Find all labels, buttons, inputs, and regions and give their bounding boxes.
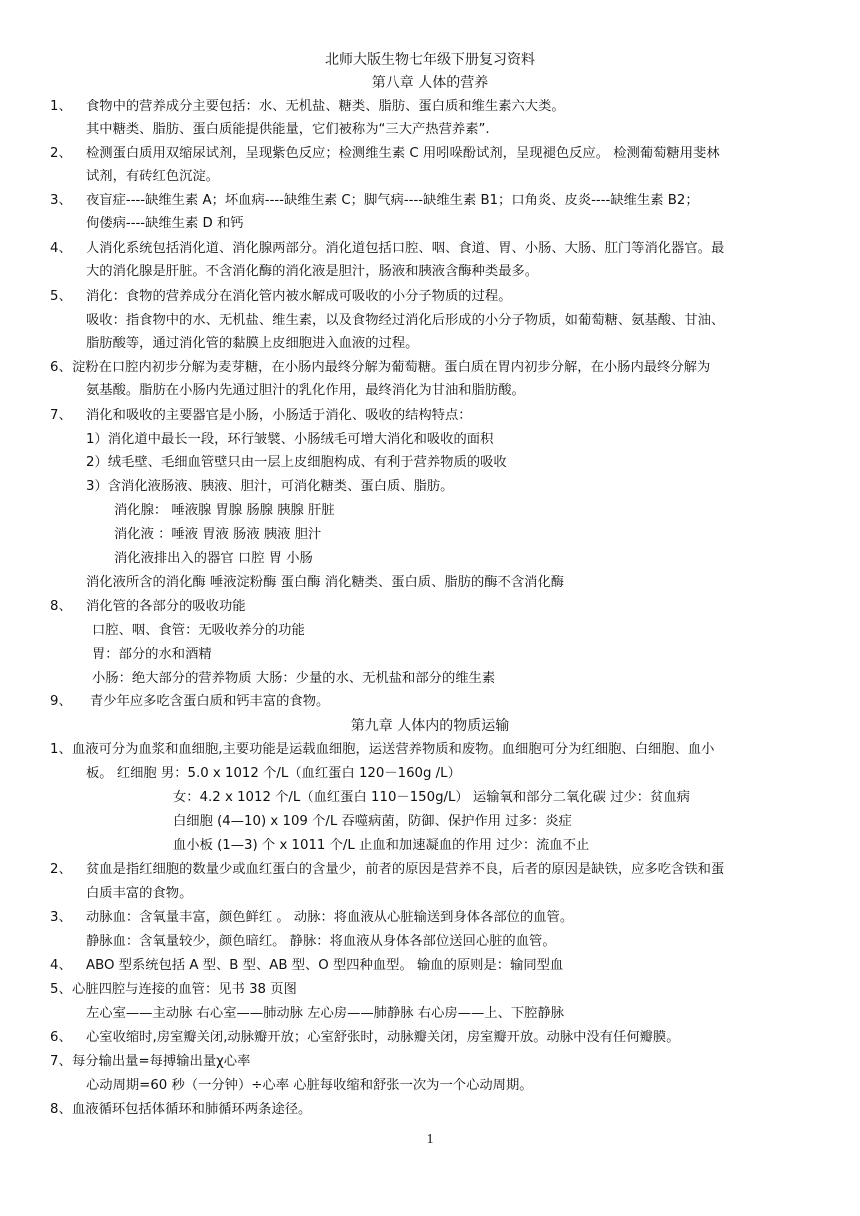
- text-line: 血小板 (1—3) 个 x 1011 个/L 止血和加速凝血的作用 过少：流血不止: [173, 838, 590, 853]
- text-line: 口腔、咽、食管：无吸收养分的功能: [92, 623, 305, 638]
- text-line: 试剂，有砖红色沉淀。: [86, 169, 219, 184]
- text-line: 青少年应多吃含蛋白质和钙丰富的食物。: [90, 694, 330, 709]
- text-line: 大的消化腺是肝脏。不含消化酶的消化液是胆汁，肠液和胰液含酶种类最多。: [86, 264, 539, 279]
- text-line: 佝偻病----缺维生素 D 和钙: [86, 216, 244, 231]
- text-line: 左心室——主动脉 右心室——肺动脉 左心房——肺静脉 右心房——上、下腔静脉: [86, 1006, 565, 1021]
- text-line: 其中糖类、脂肪、蛋白质能提供能量，它们被称为“三大产热营养素”.: [86, 122, 490, 137]
- text-line: 人消化系统包括消化道、消化腺两部分。消化道包括口腔、咽、食道、胃、小肠、大肠、肛门等消化器官。最: [86, 241, 725, 256]
- item-number: 2、: [50, 862, 72, 877]
- item-number: 6、: [50, 1030, 72, 1045]
- text-line: 2）绒毛壁、毛细血管壁只由一层上皮细胞构成、有利于营养物质的吸收: [86, 455, 507, 470]
- text-line: 静脉血：含氧量较少，颜色暗红。 静脉：将血液从身体各部位送回心脏的血管。: [86, 934, 556, 949]
- text-line: 消化液 ：唾液 胃液 肠液 胰液 胆汁: [114, 527, 322, 542]
- item-number: 1、: [50, 742, 72, 757]
- item-number: 2、: [50, 146, 72, 161]
- text-line: 胃：部分的水和酒精: [92, 647, 212, 662]
- item-number: 3、: [50, 910, 72, 925]
- text-line: 吸收：指食物中的水、无机盐、维生素，以及食物经过消化后形成的小分子物质，如葡萄糖、氨基酸、甘油、: [86, 313, 725, 328]
- item-number: 9、: [50, 694, 72, 709]
- text-line: 血液可分为血浆和血细胞,主要功能是运载血细胞，运送营养物质和废物。血细胞可分为红细胞、白细胞、血小: [72, 742, 715, 757]
- item-number: 8、: [50, 599, 72, 614]
- text-line: 1）消化道中最长一段，环行皱襞、小肠绒毛可增大消化和吸收的面积: [86, 432, 494, 447]
- text-line: 消化：食物的营养成分在消化管内被水解成可吸收的小分子物质的过程。: [86, 289, 512, 304]
- item-number: 3、: [50, 193, 72, 208]
- text-line: 消化和吸收的主要器官是小肠，小肠适于消化、吸收的结构特点：: [86, 408, 472, 423]
- item-number: 1、: [50, 99, 72, 114]
- item-number: 7、: [50, 1054, 72, 1069]
- text-line: 每分输出量=每搏输出量χ心率: [72, 1054, 251, 1069]
- item-number: 6、: [50, 360, 72, 375]
- text-line: 心动周期=60 秒（一分钟）÷心率 心脏每收缩和舒张一次为一个心动周期。: [86, 1078, 533, 1093]
- text-line: 消化液排出入的器官 口腔 胃 小肠: [114, 551, 313, 566]
- text-line: 消化液所含的消化酶 唾液淀粉酶 蛋白酶 消化糖类、蛋白质、脂肪的酶不含消化酶: [86, 575, 565, 590]
- text-line: 心室收缩时,房室瓣关闭,动脉瓣开放；心室舒张时，动脉瓣关闭，房室瓣开放。动脉中没有任何瓣膜。: [86, 1030, 680, 1045]
- item-number: 5、: [50, 289, 72, 304]
- document-title: 北师大版生物七年级下册复习资料: [325, 52, 535, 68]
- text-line: 氨基酸。脂肪在小肠内先通过胆汁的乳化作用，最终消化为甘油和脂肪酸。: [86, 383, 525, 398]
- item-number: 7、: [50, 408, 72, 423]
- text-line: 淀粉在口腔内初步分解为麦芽糖，在小肠内最终分解为葡萄糖。蛋白质在胃内初步分解，在小肠内最终分解为: [72, 360, 711, 375]
- text-line: 白质丰富的食物。: [86, 886, 193, 901]
- chapter-8-title: 第八章 人体的营养: [371, 75, 489, 91]
- text-line: 脂肪酸等，通过消化管的黏膜上皮细胞进入血液的过程。: [86, 336, 419, 351]
- text-line: 板。 红细胞 男：5.0 x 1012 个/L（血红蛋白 120－160g /L）: [86, 766, 461, 781]
- text-line: 动脉血：含氧量丰富，颜色鲜红 。 动脉：将血液从心脏输送到身体各部位的血管。: [86, 910, 574, 925]
- text-line: 小肠：绝大部分的营养物质 大肠：少量的水、无机盐和部分的维生素: [92, 671, 496, 686]
- page-number: 1: [426, 1132, 434, 1147]
- text-line: 检测蛋白质用双缩尿试剂，呈现紫色反应；检测维生素 C 用吲哚酚试剂，呈现褪色反应。 检测葡萄糖用斐林: [86, 146, 720, 161]
- text-line: 贫血是指红细胞的数量少或血红蛋白的含量少，前者的原因是营养不良，后者的原因是缺铁，应多吃含铁和蛋: [86, 862, 725, 877]
- text-line: 血液循环包括体循环和肺循环两条途径。: [72, 1102, 312, 1117]
- item-number: 8、: [50, 1102, 72, 1117]
- text-line: 消化腺： 唾液腺 胃腺 肠腺 胰腺 肝脏: [114, 503, 335, 518]
- text-line: 白细胞 (4—10) x 109 个/L 吞噬病菌，防御、保护作用 过多：炎症: [173, 814, 572, 829]
- item-number: 4、: [50, 241, 72, 256]
- text-line: 心脏四腔与连接的血管：见书 38 页图: [72, 982, 297, 997]
- text-line: ABO 型系统包括 A 型、B 型、AB 型、O 型四种血型。 输血的原则是：输同型血: [86, 958, 564, 973]
- text-line: 消化管的各部分的吸收功能: [86, 599, 246, 614]
- chapter-9-title: 第九章 人体内的物质运输: [350, 718, 510, 734]
- text-line: 食物中的营养成分主要包括：水、无机盐、糖类、脂肪、蛋白质和维生素六大类。: [86, 99, 565, 114]
- text-line: 女：4.2 x 1012 个/L（血红蛋白 110－150g/L） 运输氧和部分二氧化碳 过少：贫血病: [173, 790, 690, 805]
- text-line: 夜盲症----缺维生素 A；坏血病----缺维生素 C；脚气病----缺维生素 B1；口角炎、皮炎----缺维生素 B2；: [86, 193, 699, 208]
- item-number: 5、: [50, 982, 72, 997]
- item-number: 4、: [50, 958, 72, 973]
- text-line: 3）含消化液肠液、胰液、胆汁，可消化糖类、蛋白质、脂肪。: [86, 479, 454, 494]
